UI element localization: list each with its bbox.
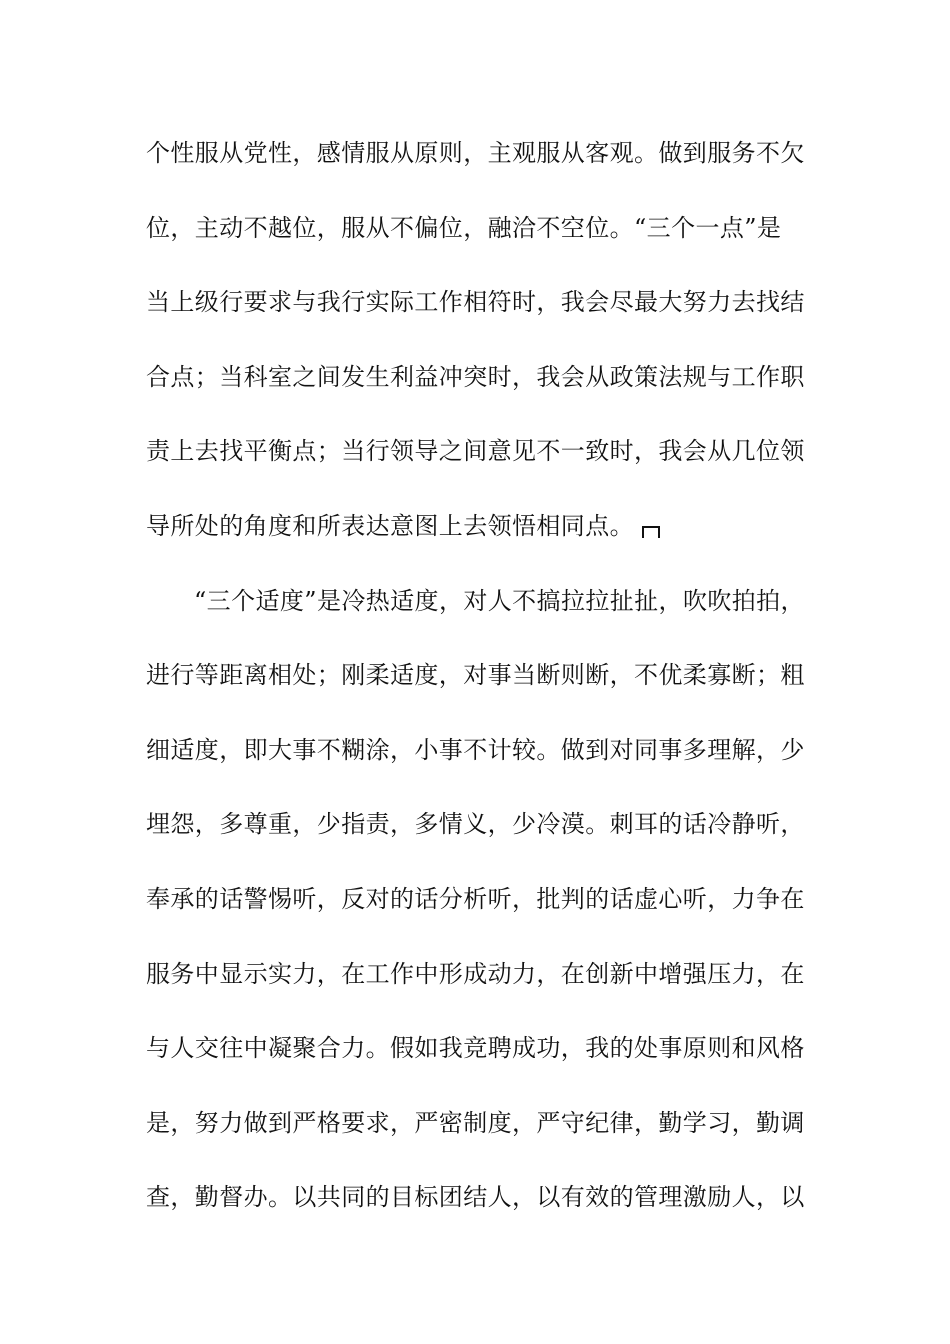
text-line: 进行等距离相处；刚柔适度，对事当断则断，不优柔寡断；粗 (146, 661, 805, 690)
text-line: 合点；当科室之间发生利益冲突时，我会从政策法规与工作职 (146, 362, 805, 391)
text-line: 当上级行要求与我行实际工作相符时，我会尽最大努力去找结 (146, 288, 805, 317)
body-text (146, 134, 826, 1253)
text-line: 是，努力做到严格要求，严密制度，严守纪律，勤学习，勤调 (146, 1108, 805, 1137)
text-line: 与人交往中凝聚合力。假如我竞聘成功，我的处事原则和风格 (146, 1034, 805, 1063)
text-line-indented: “三个适度”是冷热适度，对人不搞拉拉扯扯，吹吹拍拍， (194, 586, 805, 615)
text-line: 个性服从党性，感情服从原则，主观服从客观。做到服务不欠 (146, 139, 805, 167)
bracket-mark-icon (642, 526, 660, 538)
text-line: 细适度，即大事不糊涂，小事不计较。做到对同事多理解，少 (146, 735, 805, 764)
text-line: 位，主动不越位，服从不偏位，融洽不空位。“三个一点”是 (146, 213, 782, 242)
text-line-with-mark (146, 507, 826, 582)
text-line: 责上去找平衡点；当行领导之间意见不一致时，我会从几位领 (146, 437, 805, 466)
text-line: 埋怨，多尊重，少指责，多情义，少冷漠。刺耳的话冷静听， (146, 810, 805, 839)
text-line: 导所处的角度和所表达意图上去领悟相同点。 (146, 511, 634, 540)
text-line: 服务中显示实力，在工作中形成动力，在创新中增强压力，在 (146, 959, 805, 988)
text-line: 查，勤督办。以共同的目标团结人，以有效的管理激励人，以 (146, 1183, 805, 1212)
text-line: 奉承的话警惕听，反对的话分析听，批判的话虚心听，力争在 (146, 884, 805, 913)
